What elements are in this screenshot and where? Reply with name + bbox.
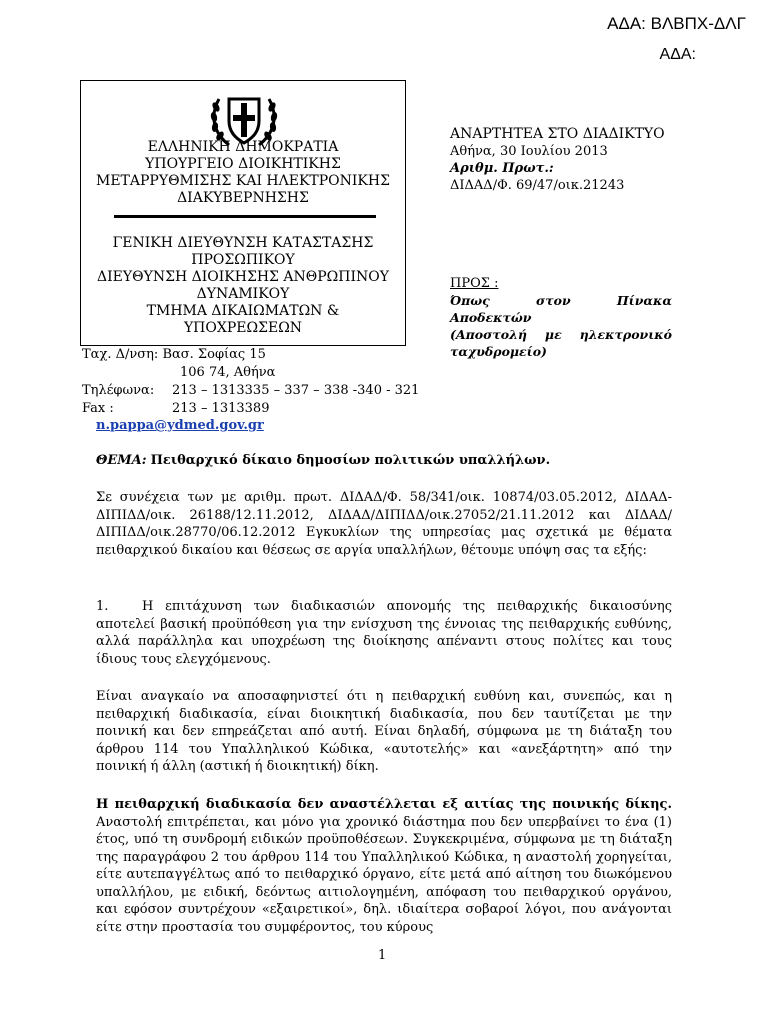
paragraph-1-text: Η επιτάχυνση των διαδικασιών απονομής της πειθαρχικής δικαιοσύνης αποτελεί βασική προϋπόθεση για την ενίσχυση της έννοιας της πειθαρχικής ευθύνης, αλλά παράλληλα και υποχρέωση της διοίκησης απέναντι στους πολίτες και τους ίδιους τους ελεγχόμενους. (96, 599, 672, 667)
directorate-line-2: ΠΡΟΣΩΠΙΚΟΥ (191, 252, 295, 268)
contact-details (82, 346, 419, 418)
page-number: 1 (378, 948, 387, 963)
address-line-1: Βασ. Σοφίας 15 (162, 347, 266, 362)
ministry-name-3: ΜΕΤΑΡΡΥΘΜΙΣΗΣ ΚΑΙ ΗΛΕΚΤΡΟΝΙΚΗΣ (95, 173, 390, 189)
publish-notice: ΑΝΑΡΤΗΤΕΑ ΣΤΟ ΔΙΑΔΙΚΤΥΟ (450, 126, 665, 142)
directorate-line-6: ΥΠΟΧΡΕΩΣΕΩΝ (183, 320, 303, 336)
subject-text: Πειθαρχικό δίκαιο δημοσίων πολιτικών υπαλλήλων. (150, 453, 551, 468)
ada-code: ΑΔΑ: ΒΛΒΠΧ-ΔΛΓ (607, 14, 746, 33)
recipients-block (450, 275, 672, 360)
letterhead-divider (114, 215, 376, 218)
protocol-number: ΔΙΔΑΔ/Φ. 69/47/οικ.21243 (450, 178, 625, 193)
directorate-line-5: ΤΜΗΜΑ ΔΙΚΑΙΩΜΑΤΩΝ & (146, 303, 340, 319)
fax-label: Fax : (82, 401, 114, 416)
subject-label: ΘΕΜΑ: (96, 453, 147, 468)
ministry-name-4: ΔΙΑΚΥΒΕΡΝΗΣΗΣ (177, 190, 309, 206)
paragraph-3-text: Αναστολή επιτρέπεται, και μόνο για χρονικό διάστημα που δεν υπερβαίνει το ένα (1) έτος, υπό τη συνδρομή ειδικών προϋποθέσεων. Συγκεκριμένα, σύμφωνα με τη διάταξη της παραγράφου 2 του άρθρου 114 του Υπαλληλικού Κώδικα, η αναστολή χορηγείται, είτε αυτεπαγγέλτως από το πειθαρχικό όργανο, είτε μετά από αίτηση του διωκόμενου υπαλλήλου, με ειδική, δεόντως αιτιολογημένη, απόφαση του πειθαρχικού οργάνου, και εφόσον συντρέχουν «εξαιρετικοί», δηλ. ιδιαίτερα σοβαροί λόγοι, που ανάγονται είτε στην προστασία του συμφέροντος, του κύρους (96, 814, 672, 935)
protocol-label: Αριθμ. Πρωτ.: (450, 161, 554, 176)
address-label: Ταχ. Δ/νση: (82, 347, 159, 362)
directorate-line-1: ΓΕΝΙΚΗ ΔΙΕΥΘΥΝΣΗ ΚΑΤΑΣΤΑΣΗΣ (112, 235, 374, 251)
paragraph-2: Είναι αναγκαίο να αποσαφηνιστεί ότι η πειθαρχική ευθύνη και, συνεπώς, και η πειθαρχική διαδικασία, είναι διοικητική διαδικασία, που δεν ταυτίζεται με την ποινική και δεν επηρεάζεται από αυτή. Είναι δηλαδή, σύμφωνα με τη διάταξη του άρθρου 114 του Υπαλληλικού Κώδικα, «αυτοτελής» και «ανεξάρτητη» από την ποινική ή άλλη (αστική ή διοικητική) δίκη. (96, 689, 672, 774)
ada-label: ΑΔΑ: (659, 46, 696, 63)
directorate-line-4: ΔΥΝΑΜΙΚΟΥ (196, 286, 290, 302)
paragraph-1-number: 1. (96, 599, 109, 614)
paragraph-3-heading: Η πειθαρχική διαδικασία δεν αναστέλλεται εξ αιτίας της ποινικής δίκης. (96, 797, 672, 812)
fax-number: 213 – 1313389 (172, 401, 270, 416)
address-line-2: 106 74, Αθήνα (180, 365, 276, 380)
ministry-name-1: ΕΛΛΗΝΙΚΗ ΔΗΜΟΚΡΑΤΙΑ (147, 139, 339, 155)
phone-label: Τηλέφωνα: (82, 383, 155, 398)
paragraph-3 (96, 796, 672, 936)
recipients-label: ΠΡΟΣ : (450, 276, 499, 291)
phone-numbers: 213 – 1313335 – 337 – 338 -340 - 321 (172, 383, 420, 398)
subject-line (96, 452, 672, 470)
document-meta (450, 126, 675, 194)
ministry-name-2: ΥΠΟΥΡΓΕΙΟ ΔΙΟΙΚΗΤΙΚΗΣ (145, 156, 341, 172)
recipients-line-1: Όπως στον Πίνακα Αποδεκτών (450, 293, 672, 325)
paragraph-1 (96, 598, 672, 668)
directorate-line-3: ΔΙΕΥΘΥΝΣΗ ΔΙΟΙΚΗΣΗΣ ΑΝΘΡΩΠΙΝΟΥ (97, 269, 389, 285)
letterhead-box (80, 80, 406, 346)
recipients-line-2: (Αποστολή με ηλεκτρονικό ταχυδρομείο) (450, 327, 672, 359)
paragraph-intro: Σε συνέχεια των με αριθμ. πρωτ. ΔΙΔΑΔ/Φ. 58/341/οικ. 10874/03.05.2012, ΔΙΔΑΔ-ΔΙΠΙΔΔ/οικ. 26188/12.11.2012, ΔΙΔΑΔ/ΔΙΠΙΔΔ/οικ.27052/21.11.2012 και ΔΙΔΑΔ/ΔΙΠΙΔΔ/οικ.28770/06.12.2012 Εγκυκλίων της υπηρεσίας μας σχετικά με θέματα πειθαρχικού δικαίου και θέσεως σε αργία υπαλλήλων, θέτουμε υπόψη σας τα εξής: (96, 490, 672, 558)
email-link[interactable]: n.pappa@ydmed.gov.gr (96, 418, 264, 433)
document-date: Αθήνα, 30 Ιουλίου 2013 (450, 144, 608, 159)
